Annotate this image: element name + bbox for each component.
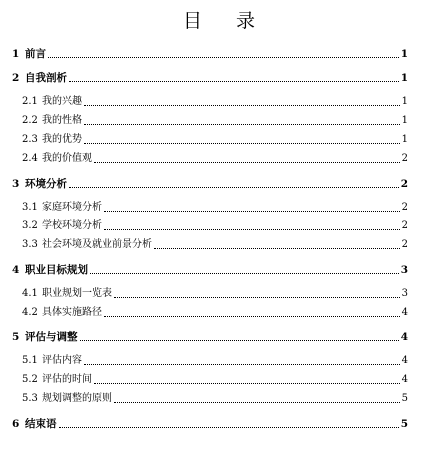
entry-page-number: 2 — [401, 239, 408, 250]
entry-page-number: 4 — [400, 331, 408, 343]
entry-title: 我的兴趣 — [42, 96, 82, 107]
entry-number: 5.2 — [22, 374, 38, 385]
entry-number: 2.3 — [22, 134, 38, 145]
entry-title: 家庭环境分析 — [42, 202, 102, 213]
dot-leader — [94, 383, 400, 384]
dot-leader — [90, 273, 399, 274]
toc-entry[interactable] — [22, 287, 408, 301]
toc-entry[interactable] — [12, 330, 408, 344]
page-title: 目 录 — [182, 10, 270, 32]
dot-leader — [80, 340, 399, 341]
toc-entry[interactable] — [12, 417, 408, 431]
entry-number: 2.2 — [22, 115, 38, 126]
entry-page-number: 1 — [401, 115, 408, 126]
dot-leader — [59, 427, 399, 428]
entry-number: 2.1 — [22, 96, 38, 107]
entry-page-number: 5 — [401, 393, 408, 404]
entry-number: 2 — [12, 72, 20, 84]
dot-leader — [84, 143, 400, 144]
entry-title: 环境分析 — [25, 178, 67, 190]
entry-page-number: 4 — [401, 374, 408, 385]
toc-entry[interactable] — [22, 373, 408, 387]
entry-number: 5.1 — [22, 355, 38, 366]
entry-title: 具体实施路径 — [42, 307, 102, 318]
entry-number: 3.1 — [22, 202, 38, 213]
entry-title: 前言 — [25, 48, 46, 60]
dot-leader — [114, 297, 400, 298]
toc-entry[interactable] — [22, 238, 408, 252]
entry-page-number: 4 — [401, 355, 408, 366]
entry-number: 4.2 — [22, 307, 38, 318]
dot-leader — [104, 229, 400, 230]
toc-entry[interactable] — [12, 177, 408, 191]
entry-number: 5.3 — [22, 393, 38, 404]
dot-leader — [69, 187, 399, 188]
toc-entry[interactable] — [12, 47, 408, 61]
entry-page-number: 3 — [401, 288, 408, 299]
dot-leader — [84, 124, 400, 125]
entry-number: 4.1 — [22, 288, 38, 299]
dot-leader — [69, 81, 399, 82]
dot-leader — [48, 57, 399, 58]
entry-page-number: 2 — [401, 153, 408, 164]
entry-number: 4 — [12, 264, 20, 276]
entry-number: 3.3 — [22, 239, 38, 250]
toc-entry[interactable] — [22, 152, 408, 166]
entry-title: 自我剖析 — [25, 72, 67, 84]
entry-title: 评估的时间 — [42, 374, 92, 385]
entry-title: 规划调整的原则 — [42, 393, 112, 404]
entry-title: 学校环境分析 — [42, 220, 102, 231]
entry-title: 职业目标规划 — [25, 264, 88, 276]
entry-number: 3 — [12, 178, 20, 190]
dot-leader — [104, 211, 400, 212]
entry-title: 我的优势 — [42, 134, 82, 145]
entry-title: 我的价值观 — [42, 153, 92, 164]
entry-page-number: 1 — [401, 96, 408, 107]
toc-entry[interactable] — [12, 263, 408, 277]
dot-leader — [114, 402, 400, 403]
entry-page-number: 4 — [401, 307, 408, 318]
entry-number: 5 — [12, 331, 20, 343]
entry-number: 2.4 — [22, 153, 38, 164]
toc-entry[interactable] — [22, 95, 408, 109]
toc-entry[interactable] — [22, 354, 408, 368]
toc-entry[interactable] — [22, 201, 408, 215]
entry-title: 职业规划一览表 — [42, 288, 112, 299]
dot-leader — [94, 162, 400, 163]
toc-entry[interactable] — [12, 71, 408, 85]
toc-entry[interactable] — [22, 219, 408, 233]
entry-page-number: 2 — [401, 202, 408, 213]
dot-leader — [104, 316, 400, 317]
entry-page-number: 1 — [400, 48, 408, 60]
entry-title: 评估内容 — [42, 355, 82, 366]
entry-title: 评估与调整 — [25, 331, 78, 343]
entry-number: 3.2 — [22, 220, 38, 231]
toc-entry[interactable] — [22, 114, 408, 128]
entry-title: 社会环境及就业前景分析 — [42, 239, 152, 250]
entry-title: 我的性格 — [42, 115, 82, 126]
entry-page-number: 1 — [401, 134, 408, 145]
toc-entry[interactable] — [22, 133, 408, 147]
dot-leader — [154, 248, 400, 249]
toc-entry[interactable] — [22, 392, 408, 406]
entry-page-number: 5 — [400, 418, 408, 430]
entry-number: 6 — [12, 418, 20, 430]
entry-page-number: 3 — [400, 264, 408, 276]
dot-leader — [84, 364, 400, 365]
entry-page-number: 2 — [400, 178, 408, 190]
entry-page-number: 1 — [400, 72, 408, 84]
entry-page-number: 2 — [401, 220, 408, 231]
entry-number: 1 — [12, 48, 20, 60]
entry-title: 结束语 — [25, 418, 57, 430]
toc-entry[interactable] — [22, 306, 408, 320]
dot-leader — [84, 105, 400, 106]
